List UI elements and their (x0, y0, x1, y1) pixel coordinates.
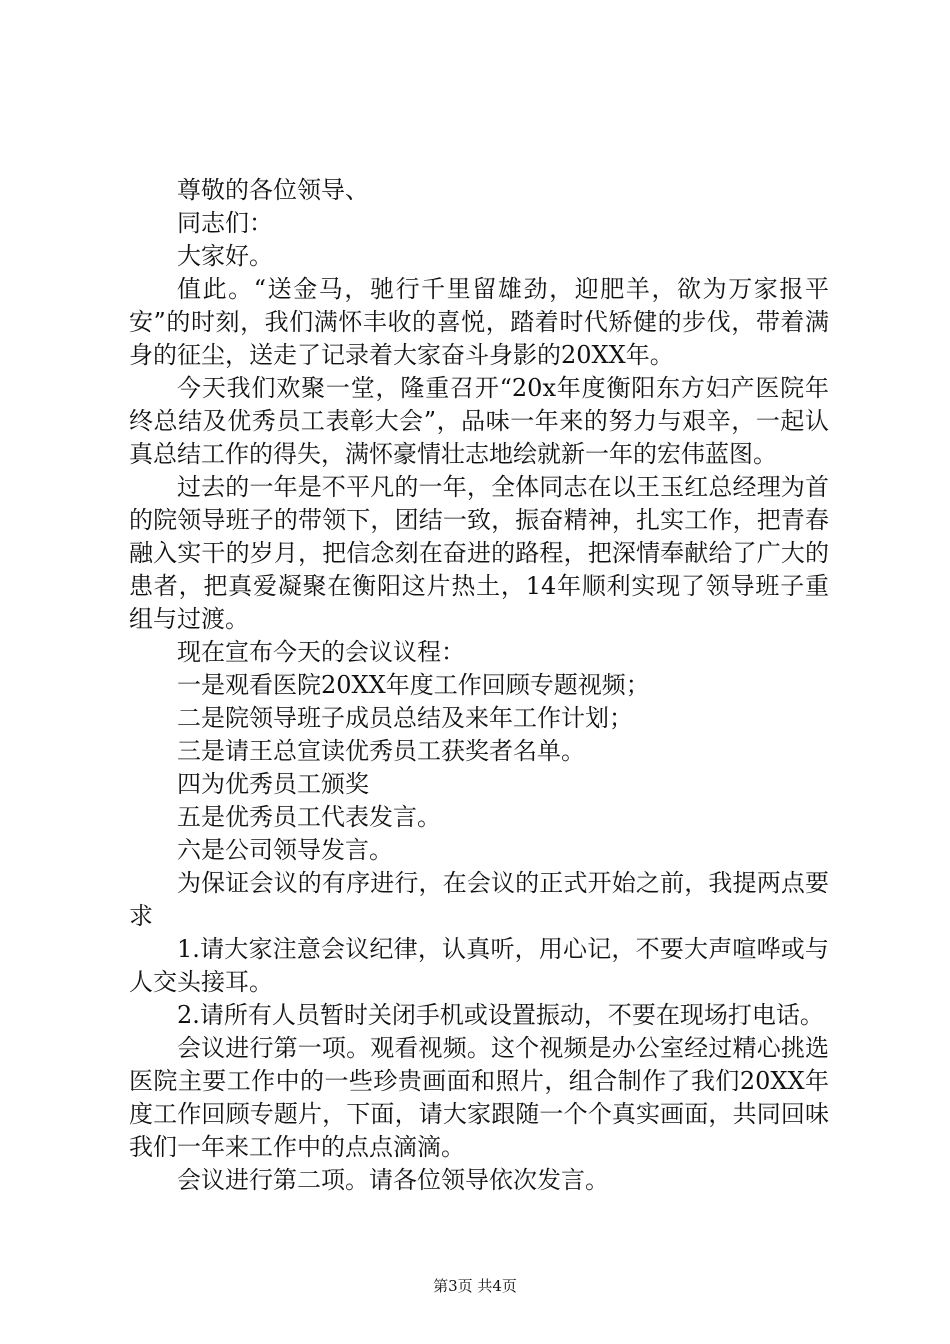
paragraph: 今天我们欢聚一堂，隆重召开“20x年度衡阳东方妇产医院年终总结及优秀员工表彰大会”，品味一年来的努力与艰辛，一起认真总结工作的得失，满怀豪情壮志地绘就新一年的宏伟蓝图。 (129, 374, 829, 468)
paragraph: 值此。“送金马，驰行千里留雄劲，迎肥羊，欲为万家报平安”的时刻，我们满怀丰收的喜悦，踏着时代矫健的步伐，带着满身的征尘，送走了记录着大家奋斗身影的20XX年。 (129, 275, 829, 369)
agenda-item: 五是优秀员工代表发言。 (177, 803, 441, 831)
agenda-item: 四为优秀员工颁奖 (177, 770, 369, 798)
page-number: 第3页 共4页 (433, 1277, 517, 1295)
requirement-item: 2.请所有人员暂时关闭手机或设置振动，不要在现场打电话。 (177, 1001, 824, 1029)
agenda-heading: 现在宣布今天的会议议程： (177, 638, 465, 666)
requirement-item: 1.请大家注意会议纪律，认真听，用心记，不要大声喧哗或与人交头接耳。 (129, 935, 829, 996)
greeting-line: 大家好。 (177, 242, 273, 270)
paragraph: 过去的一年是不平凡的一年，全体同志在以王玉红总经理为首的院领导班子的带领下，团结一致，振奋精神，扎实工作，把青春融入实干的岁月，把信念刻在奋进的路程，把深情奉献给了广大的患者，把真爱凝聚在衡阳这片热土，14年顺利实现了领导班子重组与过渡。 (129, 473, 829, 633)
agenda-item: 一是观看医院20XX年度工作回顾专题视频； (177, 671, 650, 699)
greeting-line: 同志们： (177, 209, 273, 237)
paragraph: 会议进行第二项。请各位领导依次发言。 (177, 1166, 609, 1194)
greeting-line: 尊敬的各位领导、 (177, 176, 369, 204)
agenda-item: 二是院领导班子成员总结及来年工作计划； (177, 704, 633, 732)
agenda-item: 三是请王总宣读优秀员工获奖者名单。 (177, 737, 585, 765)
paragraph: 为保证会议的有序进行，在会议的正式开始之前，我提两点要求 (129, 869, 829, 930)
paragraph: 会议进行第一项。观看视频。这个视频是办公室经过精心挑选医院主要工作中的一些珍贵画面和照片，组合制作了我们20XX年度工作回顾专题片，下面，请大家跟随一个个真实画面，共同回味我们一年来工作中的点点滴滴。 (129, 1034, 829, 1161)
document-body (129, 174, 829, 1197)
agenda-item: 六是公司领导发言。 (177, 836, 393, 864)
